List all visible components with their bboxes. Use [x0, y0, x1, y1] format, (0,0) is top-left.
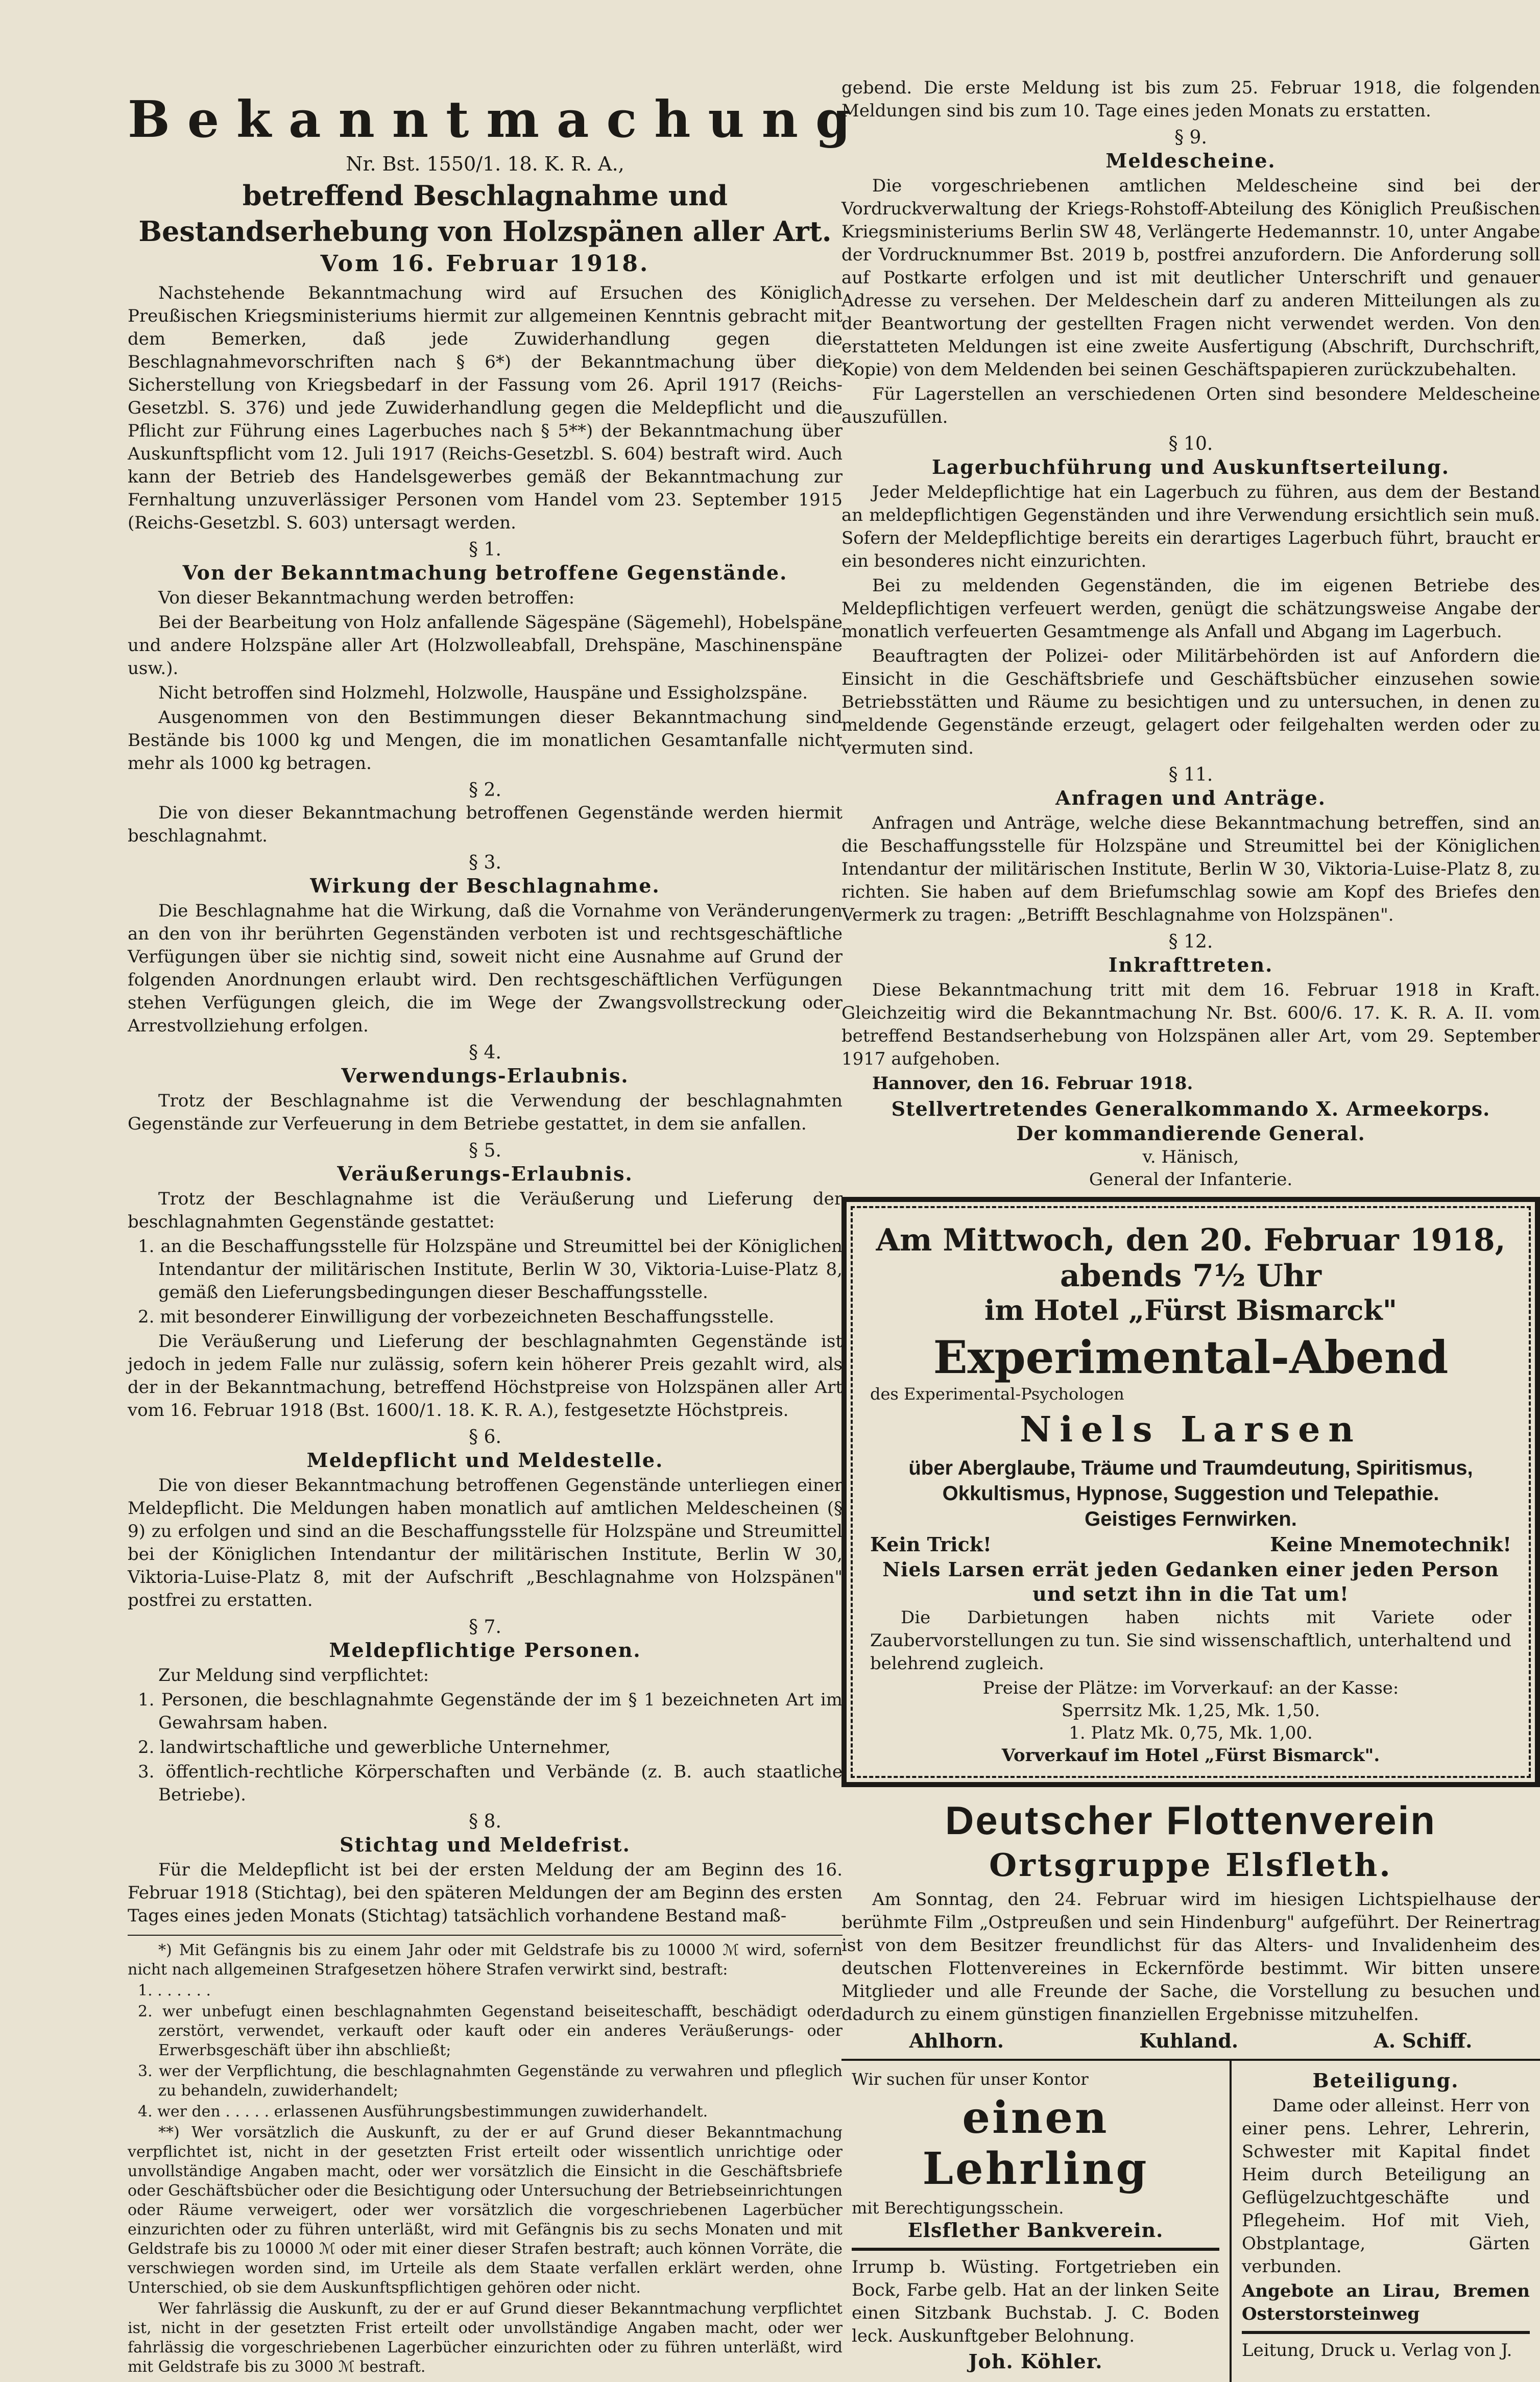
ad-claim: und setzt ihn in die Tat um!: [1032, 1582, 1349, 1605]
ad-performer: Niels Larsen: [1020, 1409, 1362, 1450]
section-number: § 2.: [469, 780, 501, 801]
signature-name: v. Hänisch,: [1142, 1147, 1239, 1167]
section-heading: Meldepflicht und Meldestelle.: [306, 1449, 664, 1472]
signature: Ahlhorn.: [909, 2029, 1004, 2052]
section-heading: Inkrafttreten.: [1108, 953, 1273, 976]
divider: [852, 2248, 1219, 2251]
ad-lehrling-title: einen Lehrling: [922, 2092, 1149, 2195]
paragraph: Die vorgeschriebenen amtlichen Meldescheine sind bei der Vordruckverwaltung der Kriegs-Rohstoff-Abteilung des Königlich Preußischen Kriegsministeriums Berlin SW 48, Verlängerte Hedemannstr. 10, unter Angabe der Vordrucknummer Bst. 2019 b, postfrei anzufordern. Die Anforderung soll auf Postkarte erfolgen und ist mit deutlicher Unterschrift und genauer Adresse zu versehen. Der Meldeschein darf zu anderen Mitteilungen als zu der Beantwortung der gestellten Fragen nicht verwendet werden. Von den erstatteten Meldungen ist eine zweite Ausfertigung (Abschrift, Durchschrift, Kopie) von dem Meldenden bei seinen Geschäftspapieren zurückzubehalten.: [841, 176, 1540, 380]
section-heading: Von der Bekanntmachung betroffene Gegenstände.: [182, 561, 788, 584]
classified-left: [841, 2061, 1232, 2382]
paragraph: Trotz der Beschlagnahme ist die Verwendung der beschlagnahmten Gegenstände zur Verfeuerung in dem Betriebe gestattet, in dem sie anfallen.: [128, 1091, 843, 1134]
paragraph: Von dieser Bekanntmachung werden betroffen:: [158, 588, 575, 608]
notice-intro: Nachstehende Bekanntmachung wird auf Ersuchen des Königlich Preußischen Kriegsministeriums hiermit zur allgemeinen Kenntnis gebracht mit dem Bemerken, daß jede Zuwiderhandlung gegen die Beschlagnahmevorschriften nach § 6*) der Bekanntmachung über die Sicherstellung von Kriegsbedarf in der Fassung vom 26. April 1917 (Reichs-Gesetzbl. S. 376) und jede Zuwiderhandlung gegen die Meldepflicht und die Pflicht zur Führung eines Lagerbuches nach § 5**) der Bekanntmachung über Auskunftspflicht vom 12. Juli 1917 (Reichs-Gesetzbl. S. 604) bestraft wird. Auch kann der Betrieb des Handelsgewerbes gemäß der Bekanntmachung zur Fernhaltung unzuverlässiger Personen vom Handel vom 23. September 1915 (Reichs-Gesetzbl. S. 603) untersagt werden.: [128, 283, 843, 533]
paragraph: Die Veräußerung und Lieferung der beschlagnahmten Gegenstände ist jedoch in jedem Falle nur zulässig, sofern kein höherer Preis gezahlt wird, als der in der Bekanntmachung, betreffend Höchstpreise von Holzspänen aller Art vom 16. Februar 1918 (Bst. 1600/1. 18. K. R. A.), festgesetzte Höchstpreis.: [128, 1331, 843, 1421]
ad-flottenverein-text: Am Sonntag, den 24. Februar wird im hiesigen Lichtspielhause der berühmte Film „Ostpreußen und sein Hindenburg" aufgeführt. Der Reinertrag ist von dem Besitzer freundlichst für das Alters- und Invalidenheim des deutschen Flottenvereines in Eckernförde bestimmt. Wir bitten unsere Mitglieder und alle Freunde der Sache, die Vorstellung zu besuchen und dadurch zu einem günstigen finanziellen Ergebnisse mitzuhelfen.: [841, 1889, 1540, 2025]
paragraph: Die Beschlagnahme hat die Wirkung, daß die Vornahme von Veränderungen an den von ihr berührten Gegenständen verboten ist und rechtsgeschäftliche Verfügungen über sie nichtig sind, soweit nicht eine Ausnahme auf Grund der folgenden Anordnungen erlaubt wird. Den rechtsgeschäftlichen Verfügungen stehen Verfügungen gleich, die im Wege der Zwangsvollstreckung oder Arrestvollziehung erfolgen.: [128, 901, 843, 1036]
ad-flottenverein-title: Deutscher Flottenverein: [945, 1798, 1436, 1843]
signature: Kuhland.: [1139, 2029, 1239, 2052]
paragraph: Trotz der Beschlagnahme ist die Veräußerung und Lieferung der beschlagnahmten Gegenstände gestattet:: [128, 1189, 843, 1232]
imprint: Leitung, Druck u. Verlag von J.: [1242, 2340, 1512, 2361]
section-number: § 11.: [1168, 764, 1213, 785]
notice-date: Vom 16. Februar 1918.: [320, 251, 650, 277]
place-date: Hannover, den 16. Februar 1918.: [872, 1073, 1193, 1094]
section-number: § 7.: [469, 1617, 501, 1638]
section-number: § 6.: [469, 1427, 501, 1448]
footnotes: [128, 1935, 843, 2377]
section-heading: Meldescheine.: [1105, 149, 1276, 172]
paragraph: Jeder Meldepflichtige hat ein Lagerbuch zu führen, aus dem der Bestand an meldepflichtigen Gegenständen und ihre Verwendung ersichtlich sein muß. Sofern der Meldepflichtige bereits ein derartiges Lagerbuch führt, braucht er ein besonderes nicht einzurichten.: [841, 482, 1540, 571]
signature-rank: General der Infanterie.: [1089, 1169, 1293, 1190]
section-heading: Verwendungs-Erlaubnis.: [341, 1064, 629, 1087]
left-column: [128, 77, 868, 2378]
footnote-item: 4. wer den . . . . . erlassenen Ausführungsbestimmungen zuwiderhandelt.: [138, 2103, 708, 2121]
list-item: 3. öffentlich-rechtliche Körperschaften und Verbände (z. B. auch staatliche Betriebe).: [138, 1762, 843, 1805]
notice-reference: Nr. Bst. 1550/1. 18. K. R. A.,: [346, 153, 624, 175]
section-heading: Veräußerungs-Erlaubnis.: [337, 1162, 633, 1185]
right-column: [841, 77, 1540, 2382]
ad-venue: im Hotel „Fürst Bismarck": [984, 1294, 1397, 1327]
footnote-item: 3. wer der Verpflichtung, die beschlagnahmten Gegenstände zu verwahren und pfleglich zu behandeln, zuwiderhandelt;: [138, 2062, 843, 2100]
footnote: Wer fahrlässig die Auskunft, zu der er auf Grund dieser Bekanntmachung verpflichtet ist, nicht in der gesetzten Frist erteilt oder unvollständige Angaben macht, oder wer fahrlässig die vorgeschriebenen Lagerbücher einzurichten oder zu führen unterläßt, wird mit Geldstrafe bis zu 3000 ℳ bestraft.: [128, 2300, 843, 2376]
paragraph: Nicht betroffen sind Holzmehl, Holzwolle, Hauspäne und Essigholzspäne.: [158, 683, 808, 703]
section-heading: Wirkung der Beschlagnahme.: [310, 874, 660, 897]
paragraph: gebend. Die erste Meldung ist bis zum 25. Februar 1918, die folgenden Meldungen sind bis zum 10. Tage eines jeden Monats zu erstatten.: [841, 78, 1540, 121]
ad-lost-animal: Irrump b. Wüsting. Fortgetrieben ein Bock, Farbe gelb. Hat an der linken Seite einen Sitzbank Buchstab. J. C. Boden leck. Auskunftgeber Belohnung.: [852, 2257, 1219, 2346]
paragraph: Zur Meldung sind verpflichtet:: [158, 1665, 429, 1686]
list-item: 1. an die Beschaffungsstelle für Holzspäne und Streumittel bei der Königlichen Intendantur der militärischen Institute, Berlin W 30, Viktoria-Luise-Platz 8, gemäß den Lieferungsbedingungen dieser Beschaffungsstelle.: [138, 1236, 843, 1303]
section-heading: Stichtag und Meldefrist.: [340, 1833, 631, 1856]
ad-topics: über Aberglaube, Träume und Traumdeutung, Spiritismus,: [908, 1457, 1473, 1479]
ad-beteiligung-text: Dame oder alleinst. Herr von einer pens. Lehrer, Lehrerin, Schwester mit Kapital findet Heim durch Beteiligung an Geflügelzuchtgeschäfte und Pflegeheim. Hof mit Vieh, Obstplantage, Gärten verbunden.: [1242, 2096, 1530, 2277]
ad-date: Am Mittwoch, den 20. Februar 1918, abends 7½ Uhr: [876, 1222, 1506, 1294]
section-heading: Lagerbuchführung und Auskunftserteilung.: [931, 455, 1450, 478]
ad-lost-animal-signature: Joh. Köhler.: [968, 2350, 1103, 2373]
presale-info: Vorverkauf im Hotel „Fürst Bismarck".: [1001, 1745, 1380, 1766]
ad-claim-right: Keine Mnemotechnik!: [1270, 1533, 1511, 1556]
signature-authority: Stellvertretendes Generalkommando X. Armeekorps.: [891, 1097, 1490, 1120]
ad-topics: Geistiges Fernwirken.: [1085, 1508, 1297, 1530]
ad-flottenverein-signatures: [841, 2028, 1540, 2054]
paragraph: Bei zu meldenden Gegenständen, die im eigenen Betriebe des Meldepflichtigen verfeuert werden, genügt die schätzungsweise Angabe der monatlich verfeuerten Gesamtmenge als Anfall und Abgang im Lagerbuch.: [841, 575, 1540, 642]
section-number: § 9.: [1174, 127, 1207, 148]
ad-claims: [870, 1532, 1511, 1557]
ad-subtitle: des Experimental-Psychologen: [870, 1384, 1124, 1404]
section-number: § 12.: [1168, 931, 1213, 952]
classified-right: [1232, 2061, 1540, 2382]
section-number: § 3.: [469, 852, 501, 873]
paragraph: Für die Meldepflicht ist bei der ersten Meldung der am Beginn des 16. Februar 1918 (Stichtag), bei den späteren Meldungen der am Beginn des ersten Tages eines jeden Monats (Stichtag) tatsächlich vorhandene Bestand maß-: [128, 1860, 843, 1926]
paragraph: Bei der Bearbeitung von Holz anfallende Sägespäne (Sägemehl), Hobelspäne und andere Holzspäne aller Art (Holzwolleabfall, Drehspäne, Maschinenspäne usw.).: [128, 612, 843, 679]
ad-topics: Okkultismus, Hypnose, Suggestion und Telepathie.: [942, 1482, 1439, 1505]
ad-lehrling-signature: Elsflether Bankverein.: [907, 2219, 1164, 2242]
paragraph: Für Lagerstellen an verschiedenen Orten sind besondere Meldescheine auszufüllen.: [841, 384, 1540, 427]
signature: A. Schiff.: [1374, 2029, 1473, 2052]
section-heading: Meldepflichtige Personen.: [329, 1639, 641, 1662]
footnote: *) Mit Gefängnis bis zu einem Jahr oder mit Geldstrafe bis zu 10000 ℳ wird, sofern nicht nach allgemeinen Strafgesetzen höhere Strafen verwirkt sind, bestraft:: [128, 1941, 843, 1979]
paragraph: Diese Bekanntmachung tritt mit dem 16. Februar 1918 in Kraft. Gleichzeitig wird die Bekanntmachung Nr. Bst. 600/6. 17. K. R. A. II. vom betreffend Bestandserhebung von Holzspänen aller Art, vom 29. September 1917 aufgehoben.: [841, 980, 1540, 1069]
price-row: Sperrsitz Mk. 1,25, Mk. 1,50.: [1061, 1700, 1320, 1721]
ad-description: Die Darbietungen haben nichts mit Variete oder Zaubervorstellungen zu tun. Sie sind wissenschaftlich, unterhaltend und belehrend zugleich.: [870, 1607, 1511, 1674]
section-number: § 5.: [469, 1140, 501, 1161]
list-item: 2. mit besonderer Einwilligung der vorbezeichneten Beschaffungsstelle.: [138, 1307, 775, 1327]
footnote: **) Wer vorsätzlich die Auskunft, zu der er auf Grund dieser Bekanntmachung verpflichtet ist, nicht in der gesetzten Frist erteilt oder wissentlich unrichtige oder unvollständige Angaben macht, oder wer vorsätzlich die Einsicht in die Geschäftsbriefe oder Geschäftsbücher oder die Besichtigung oder Untersuchung der Betriebseinrichtungen oder Räume verweigert, oder wer vorsätzlich die vorgeschriebenen Lagerbücher einzurichten oder zu führen unterläßt, wird mit Gefängnis bis zu sechs Monaten und mit Geldstrafe bis zu 10000 ℳ oder mit einer dieser Strafen bestraft; auch können Vorräte, die verschwiegen worden sind, im Urteile als dem Staate verfallen erklärt werden, ohne Unterschied, ob sie dem Auskunftspflichtigen gehören oder nicht.: [128, 2124, 843, 2297]
advertisement-experimental-evening: [841, 1197, 1540, 1787]
price-row: 1. Platz Mk. 0,75, Mk. 1,00.: [1069, 1723, 1313, 1743]
classified-ads: [841, 2059, 1540, 2382]
paragraph: Beauftragten der Polizei- oder Militärbehörden ist auf Anfordern die Einsicht in die Geschäftsbriefe und Geschäftsbücher einzusehen sowie Betriebsstätten und Räume zu besichtigen und zu untersuchen, in denen zu meldende Gegenstände erzeugt, gelagert oder feilgehalten werden oder zu vermuten sind.: [841, 646, 1540, 758]
ad-title: Experimental-Abend: [933, 1331, 1449, 1384]
ad-beteiligung-contact: Angebote an Lirau, Bremen Osterstorsteinweg: [1242, 2281, 1530, 2324]
paragraph: Ausgenommen von den Bestimmungen dieser Bekanntmachung sind Bestände bis 1000 kg und Mengen, die im monatlichen Gesamtanfalle nicht mehr als 1000 kg betragen.: [128, 707, 843, 774]
price-header: Preise der Plätze: im Vorverkauf: an der Kasse:: [982, 1678, 1399, 1698]
list-item: 2. landwirtschaftliche und gewerbliche Unternehmer,: [138, 1737, 611, 1758]
notice-title: Bekanntmachung: [128, 90, 868, 149]
section-number: § 8.: [469, 1811, 501, 1832]
section-number: § 1.: [469, 539, 501, 560]
ad-beteiligung-title: Beteiligung.: [1312, 2069, 1459, 2092]
footnote-item: 1. . . . . . .: [138, 1982, 211, 2000]
paragraph: Die von dieser Bekanntmachung betroffenen Gegenstände werden hiermit beschlagnahmt.: [128, 803, 843, 846]
section-heading: Anfragen und Anträge.: [1055, 786, 1327, 809]
ad-flottenverein-subtitle: Ortsgruppe Elsfleth.: [989, 1846, 1392, 1884]
divider: [1242, 2331, 1530, 2334]
notice-subtitle: betreffend Beschlagnahme und Bestandserhebung von Holzspänen aller Art.: [138, 179, 832, 248]
section-number: § 10.: [1168, 434, 1213, 454]
ad-lehrling-requirement: mit Berechtigungsschein.: [852, 2198, 1064, 2218]
footnote-item: 2. wer unbefugt einen beschlagnahmten Gegenstand beiseiteschafft, beschädigt oder zerstört, verwendet, verkauft oder kauft oder ein anderes Veräußerungs- oder Erwerbsgeschäft über ihn abschließt;: [138, 2003, 843, 2059]
paragraph: Anfragen und Anträge, welche diese Bekanntmachung betreffen, sind an die Beschaffungsstelle für Holzspäne und Streumittel bei der Königlichen Intendantur der militärischen Institute, Berlin W 30, Viktoria-Luise-Platz 8, zu richten. Sie haben auf dem Briefumschlag sowie am Kopf des Briefes den Vermerk zu tragen: „Betrifft Beschlagnahme von Holzspänen".: [841, 813, 1540, 925]
ad-lehrling-intro: Wir suchen für unser Kontor: [852, 2070, 1089, 2089]
list-item: 1. Personen, die beschlagnahmte Gegenstände der im § 1 bezeichneten Art im Gewahrsam haben.: [138, 1690, 843, 1733]
paragraph: Die von dieser Bekanntmachung betroffenen Gegenstände unterliegen einer Meldepflicht. Die Meldungen haben monatlich auf amtlichen Meldescheinen (§ 9) zu erfolgen und sind an die Beschaffungsstelle für Holzspäne und Streumittel bei der Königlichen Intendantur der militärischen Institute, Berlin W 30, Viktoria-Luise-Platz 8, mit der Aufschrift „Beschlagnahme von Holzspänen" postfrei zu erstatten.: [128, 1475, 843, 1610]
section-number: § 4.: [469, 1042, 501, 1063]
ad-claim-left: Kein Trick!: [870, 1533, 992, 1556]
signature-title: Der kommandierende General.: [1016, 1122, 1365, 1145]
ad-claim: Niels Larsen errät jeden Gedanken einer jeden Person: [882, 1558, 1499, 1581]
